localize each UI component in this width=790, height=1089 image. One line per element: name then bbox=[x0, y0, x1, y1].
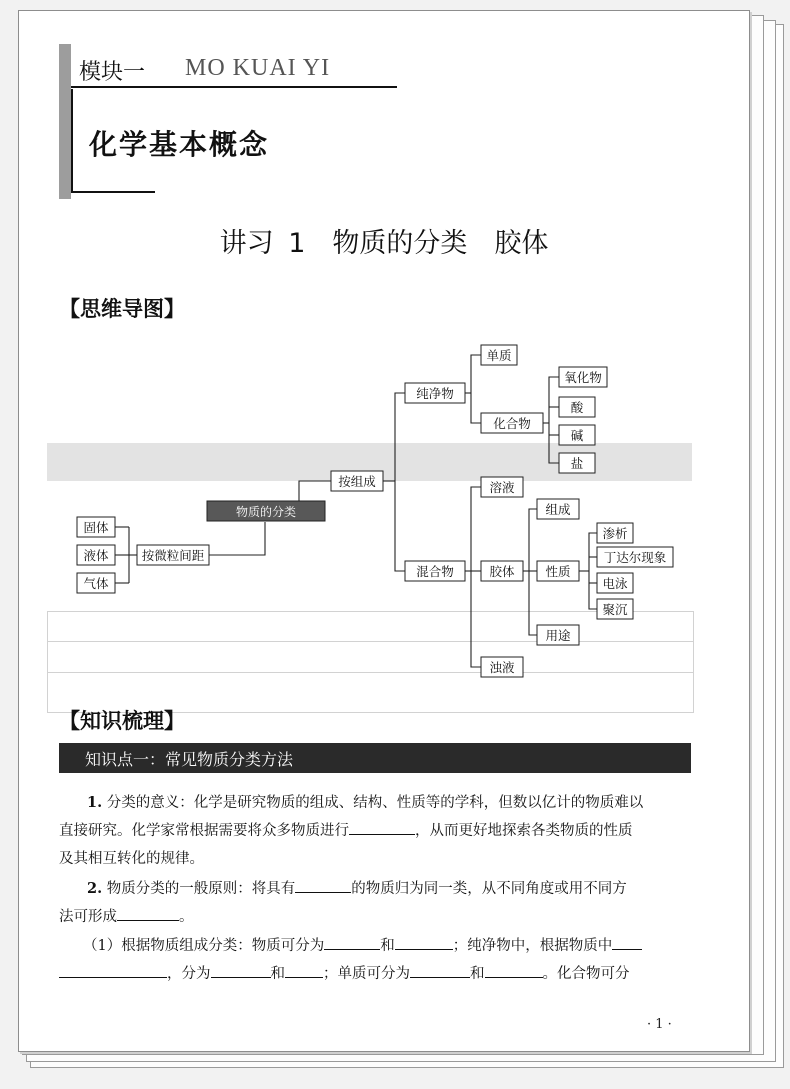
paragraph-2-line-2 bbox=[59, 905, 194, 926]
paragraph-text: 。 bbox=[179, 909, 194, 925]
mind-map-heading: 【思维导图】 bbox=[59, 297, 185, 321]
fill-blank[interactable] bbox=[612, 935, 642, 950]
paragraph-text: 物质分类的一般原则：将具有 bbox=[106, 881, 296, 897]
fill-blank[interactable] bbox=[485, 963, 543, 978]
paragraph-text: 的物质归为同一类，从不同角度或用不同方 bbox=[351, 881, 627, 897]
mind-map-node-elementary: 单质 bbox=[486, 348, 512, 363]
paragraph-1-line-3 bbox=[59, 847, 204, 868]
mind-map-node-salt: 盐 bbox=[570, 456, 584, 471]
paragraph-3-line-2 bbox=[59, 962, 630, 983]
document-page bbox=[18, 10, 750, 1052]
mind-map-node-properties: 性质 bbox=[545, 564, 571, 579]
page-number: · 1 · bbox=[647, 1017, 672, 1032]
mind-map-node-uses: 用途 bbox=[545, 628, 571, 643]
paragraph-number: 1. bbox=[87, 794, 103, 811]
mind-map-node-by-composition: 按组成 bbox=[338, 474, 376, 489]
mind-map-node-base: 碱 bbox=[570, 428, 584, 443]
mind-map-node-compound: 化合物 bbox=[493, 416, 531, 431]
mind-map-node-gas: 气体 bbox=[83, 576, 109, 591]
paragraph-text: ；单质可分为 bbox=[323, 966, 410, 982]
mind-map-node-mixture: 混合物 bbox=[416, 564, 454, 579]
paragraph-text: 直接研究。化学家常根据需要将众多物质进行 bbox=[59, 823, 349, 839]
paragraph-text: 和 bbox=[380, 938, 395, 954]
mind-map-node-solution: 溶液 bbox=[489, 480, 515, 495]
mind-map-node-composition: 组成 bbox=[545, 502, 571, 517]
mind-map-node-coagulation: 聚沉 bbox=[602, 602, 628, 617]
paragraph-text: （1）根据物质组成分类：物质可分为 bbox=[83, 938, 325, 954]
paragraph-text: 分类的意义：化学是研究物质的组成、结构、性质等的学科，但数以亿计的物质难以 bbox=[106, 795, 644, 811]
mind-map-node-colloid: 胶体 bbox=[489, 564, 515, 579]
paragraph-2-line-1 bbox=[87, 877, 627, 898]
paragraph-text: 法可形成 bbox=[59, 909, 117, 925]
mind-map-node-suspension: 浊液 bbox=[489, 660, 515, 675]
module-label: 模块一 bbox=[79, 60, 146, 85]
paragraph-1-line-1 bbox=[87, 791, 643, 812]
mind-map-node-liquid: 液体 bbox=[83, 548, 109, 563]
mind-map-root: 物质的分类 bbox=[235, 505, 297, 519]
paragraph-text: 。化合物可分 bbox=[542, 966, 630, 982]
paragraph-text: 和 bbox=[270, 966, 285, 982]
paragraph-text: ；纯净物中，根据物质中 bbox=[452, 938, 613, 954]
fill-blank[interactable] bbox=[410, 963, 470, 978]
mind-map-node-by-particle-spacing: 按微粒间距 bbox=[141, 548, 205, 563]
mind-map-node-dialysis: 渗析 bbox=[602, 526, 628, 541]
knowledge-point-title: 知识点一：常见物质分类方法 bbox=[85, 750, 294, 769]
lesson-title: 讲习 1 物质的分类 胶体 bbox=[219, 228, 549, 259]
mind-map-node-oxide: 氧化物 bbox=[564, 370, 602, 385]
paragraph-text: ，分为 bbox=[167, 966, 211, 982]
chapter-title: 化学基本概念 bbox=[89, 128, 270, 161]
module-label-pinyin: MO KUAI YI bbox=[185, 55, 331, 81]
mind-map-node-electrophoresis: 电泳 bbox=[602, 576, 628, 591]
mind-map bbox=[19, 11, 749, 711]
mind-map-node-solid: 固体 bbox=[83, 520, 109, 535]
paragraph-text: 和 bbox=[470, 966, 485, 982]
knowledge-heading: 【知识梳理】 bbox=[59, 709, 185, 733]
mind-map-node-tyndall: 丁达尔现象 bbox=[603, 550, 667, 565]
paragraph-1-line-2 bbox=[59, 819, 633, 840]
fill-blank[interactable] bbox=[349, 820, 415, 835]
fill-blank[interactable] bbox=[295, 878, 351, 893]
paragraph-number: 2. bbox=[87, 880, 103, 897]
fill-blank[interactable] bbox=[395, 935, 453, 950]
paragraph-text: 及其相互转化的规律。 bbox=[59, 851, 204, 867]
mind-map-node-acid: 酸 bbox=[570, 400, 584, 415]
fill-blank[interactable] bbox=[285, 963, 323, 978]
fill-blank[interactable] bbox=[117, 906, 179, 921]
mind-map-boxes bbox=[77, 345, 673, 677]
paragraph-text: ，从而更好地探索各类物质的性质 bbox=[415, 823, 633, 839]
fill-blank[interactable] bbox=[59, 963, 167, 978]
fill-blank[interactable] bbox=[324, 935, 380, 950]
paragraph-3-line-1 bbox=[83, 934, 642, 955]
mind-map-node-pure: 纯净物 bbox=[416, 386, 454, 401]
fill-blank[interactable] bbox=[211, 963, 271, 978]
